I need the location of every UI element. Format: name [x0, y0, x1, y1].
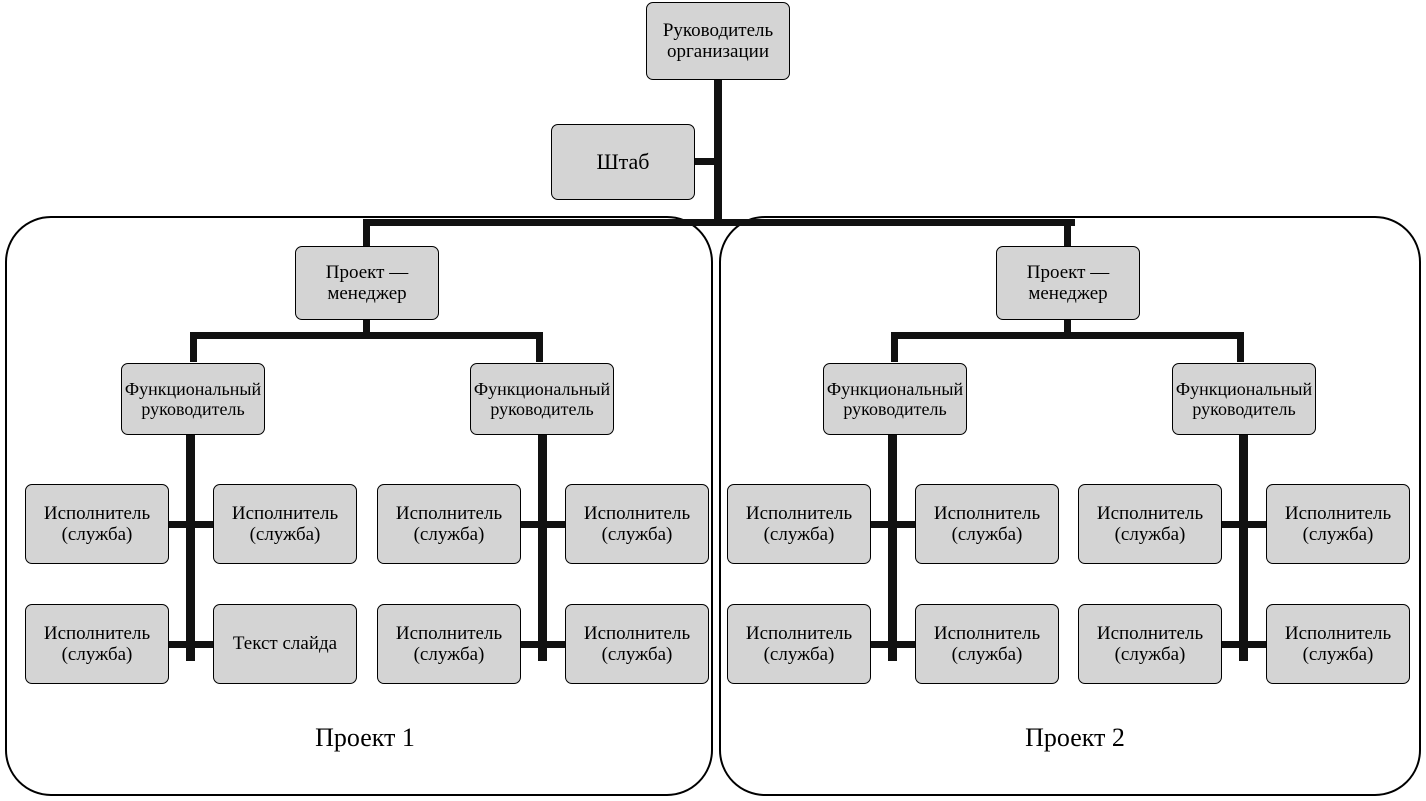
node-performer-p1-r1-c3[interactable]	[377, 484, 521, 564]
node-functional-manager-4[interactable]	[1172, 363, 1316, 435]
node-performer-p2-r2-c1[interactable]	[727, 604, 871, 684]
node-staff[interactable]	[551, 124, 695, 200]
node-performer-label: Исполнитель (служба)	[1096, 502, 1204, 545]
connector-fm1-spine	[186, 425, 195, 661]
node-performer-label: Исполнитель (служба)	[1096, 622, 1204, 665]
node-performer-p1-r2-c4[interactable]	[565, 604, 709, 684]
node-performer-p1-r1-c4[interactable]	[565, 484, 709, 564]
node-project-manager-2[interactable]	[996, 246, 1140, 320]
node-functional-manager-2-label: Функциональный руководитель	[473, 378, 611, 419]
connector-fm3-spine	[888, 425, 897, 661]
node-performer-p2-r2-c2[interactable]	[915, 604, 1059, 684]
node-performer-label: Исполнитель (служба)	[933, 622, 1041, 665]
node-functional-manager-2[interactable]	[470, 363, 614, 435]
group-label-project-2: Проект 2	[1025, 723, 1125, 752]
group-label-project-1: Проект 1	[315, 723, 415, 752]
node-project-manager-2-label: Проект — менеджер	[1026, 261, 1110, 304]
connector-pm1-to-fm1	[190, 332, 197, 362]
connector-head-to-bus	[714, 80, 722, 225]
node-performer-p1-r1-c1[interactable]	[25, 484, 169, 564]
node-performer-p2-r1-c2[interactable]	[915, 484, 1059, 564]
connector-pm2-to-fm3	[891, 332, 898, 362]
connector-fm4-spine	[1239, 425, 1248, 661]
node-head-label: Руководитель организации	[662, 19, 774, 62]
node-project-manager-1[interactable]	[295, 246, 439, 320]
node-performer-label: Исполнитель (служба)	[43, 622, 151, 665]
node-performer-p2-r2-c4[interactable]	[1266, 604, 1410, 684]
node-performer-p1-r2-c3[interactable]	[377, 604, 521, 684]
connector-fm2-spine	[538, 425, 547, 661]
connector-bus-to-pm2	[1064, 219, 1071, 247]
node-performer-p2-r1-c3[interactable]	[1078, 484, 1222, 564]
node-performer-label: Исполнитель (служба)	[583, 622, 691, 665]
node-staff-label: Штаб	[596, 148, 650, 174]
connector-main-bus	[363, 219, 1075, 226]
node-performer-p1-r1-c2[interactable]	[213, 484, 357, 564]
node-functional-manager-3-label: Функциональный руководитель	[826, 378, 964, 419]
node-functional-manager-4-label: Функциональный руководитель	[1175, 378, 1313, 419]
node-performer-label: Исполнитель (служба)	[1284, 502, 1392, 545]
node-performer-label: Исполнитель (служба)	[395, 502, 503, 545]
node-functional-manager-3[interactable]	[823, 363, 967, 435]
node-performer-label: Исполнитель (служба)	[395, 622, 503, 665]
node-performer-label: Исполнитель (служба)	[933, 502, 1041, 545]
connector-staff-to-trunk	[693, 158, 719, 165]
node-performer-p1-r2-c1[interactable]	[25, 604, 169, 684]
node-performer-label: Исполнитель (служба)	[231, 502, 339, 545]
node-functional-manager-1[interactable]	[121, 363, 265, 435]
connector-pm2-to-fm4	[1237, 332, 1244, 362]
connector-pm1-bus	[190, 332, 543, 339]
node-performer-p2-r1-c4[interactable]	[1266, 484, 1410, 564]
node-functional-manager-1-label: Функциональный руководитель	[124, 378, 262, 419]
node-performer-label: Исполнитель (служба)	[583, 502, 691, 545]
connector-pm1-to-fm2	[536, 332, 543, 362]
connector-bus-to-pm1	[363, 219, 370, 247]
node-performer-p2-r2-c3[interactable]	[1078, 604, 1222, 684]
connector-pm2-bus	[891, 332, 1244, 339]
node-performer-label: Исполнитель (служба)	[745, 622, 853, 665]
node-performer-label: Исполнитель (служба)	[1284, 622, 1392, 665]
node-performer-p2-r1-c1[interactable]	[727, 484, 871, 564]
node-slide-text-label: Текст слайда	[232, 633, 338, 655]
node-performer-label: Исполнитель (служба)	[43, 502, 151, 545]
node-project-manager-1-label: Проект — менеджер	[325, 261, 409, 304]
node-head-of-organization[interactable]	[646, 2, 790, 80]
node-slide-text[interactable]	[213, 604, 357, 684]
node-performer-label: Исполнитель (служба)	[745, 502, 853, 545]
